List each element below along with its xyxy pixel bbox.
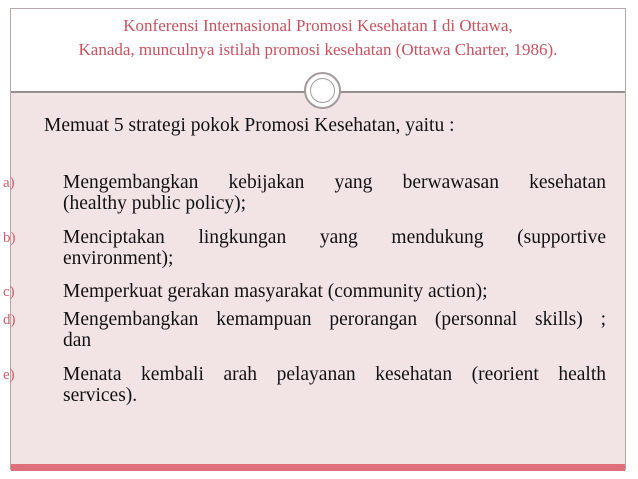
list-item-line: Menciptakan lingkungan yang mendukung (supportive <box>63 227 606 248</box>
list-item-text <box>63 172 606 214</box>
slide-content <box>11 91 625 464</box>
list-marker: b) <box>3 230 16 246</box>
slide <box>3 8 626 470</box>
divider-circle-inner <box>310 78 335 103</box>
list-item-line: Mengembangkan kebijakan yang berwawasan kesehatan <box>63 172 606 193</box>
list-item-line: environment); <box>63 248 174 269</box>
list-item-line: dan <box>63 330 92 351</box>
list-item-line: Menata kembali arah pelayanan kesehatan (reorient health <box>63 364 606 385</box>
list-item-text <box>63 364 606 406</box>
list-item-line: (healthy public policy); <box>63 193 247 214</box>
slide-bottom-bar <box>11 464 625 471</box>
list-item-line: Mengembangkan kemampuan perorangan (personnal skills) ; <box>63 309 606 330</box>
slide-title-line-2: Kanada, munculnya istilah promosi kesehatan (Ottawa Charter, 1986). <box>78 40 558 59</box>
list-marker: c) <box>3 284 15 300</box>
list-item-line: Memperkuat gerakan masyarakat (community action); <box>63 281 488 302</box>
list-item-text <box>63 227 606 269</box>
list-marker: e) <box>3 367 15 383</box>
slide-title-line-1: Konferensi Internasional Promosi Kesehatan I di Ottawa, <box>123 16 513 35</box>
list-item-line: services). <box>63 385 138 406</box>
divider-circle-ornament <box>304 72 341 109</box>
list-marker: a) <box>3 175 15 191</box>
list-item-text <box>63 281 606 302</box>
intro-text: Memuat 5 strategi pokok Promosi Kesehatan, yaitu : <box>44 115 455 136</box>
list-marker: d) <box>3 312 16 328</box>
list-item-text <box>63 309 606 351</box>
